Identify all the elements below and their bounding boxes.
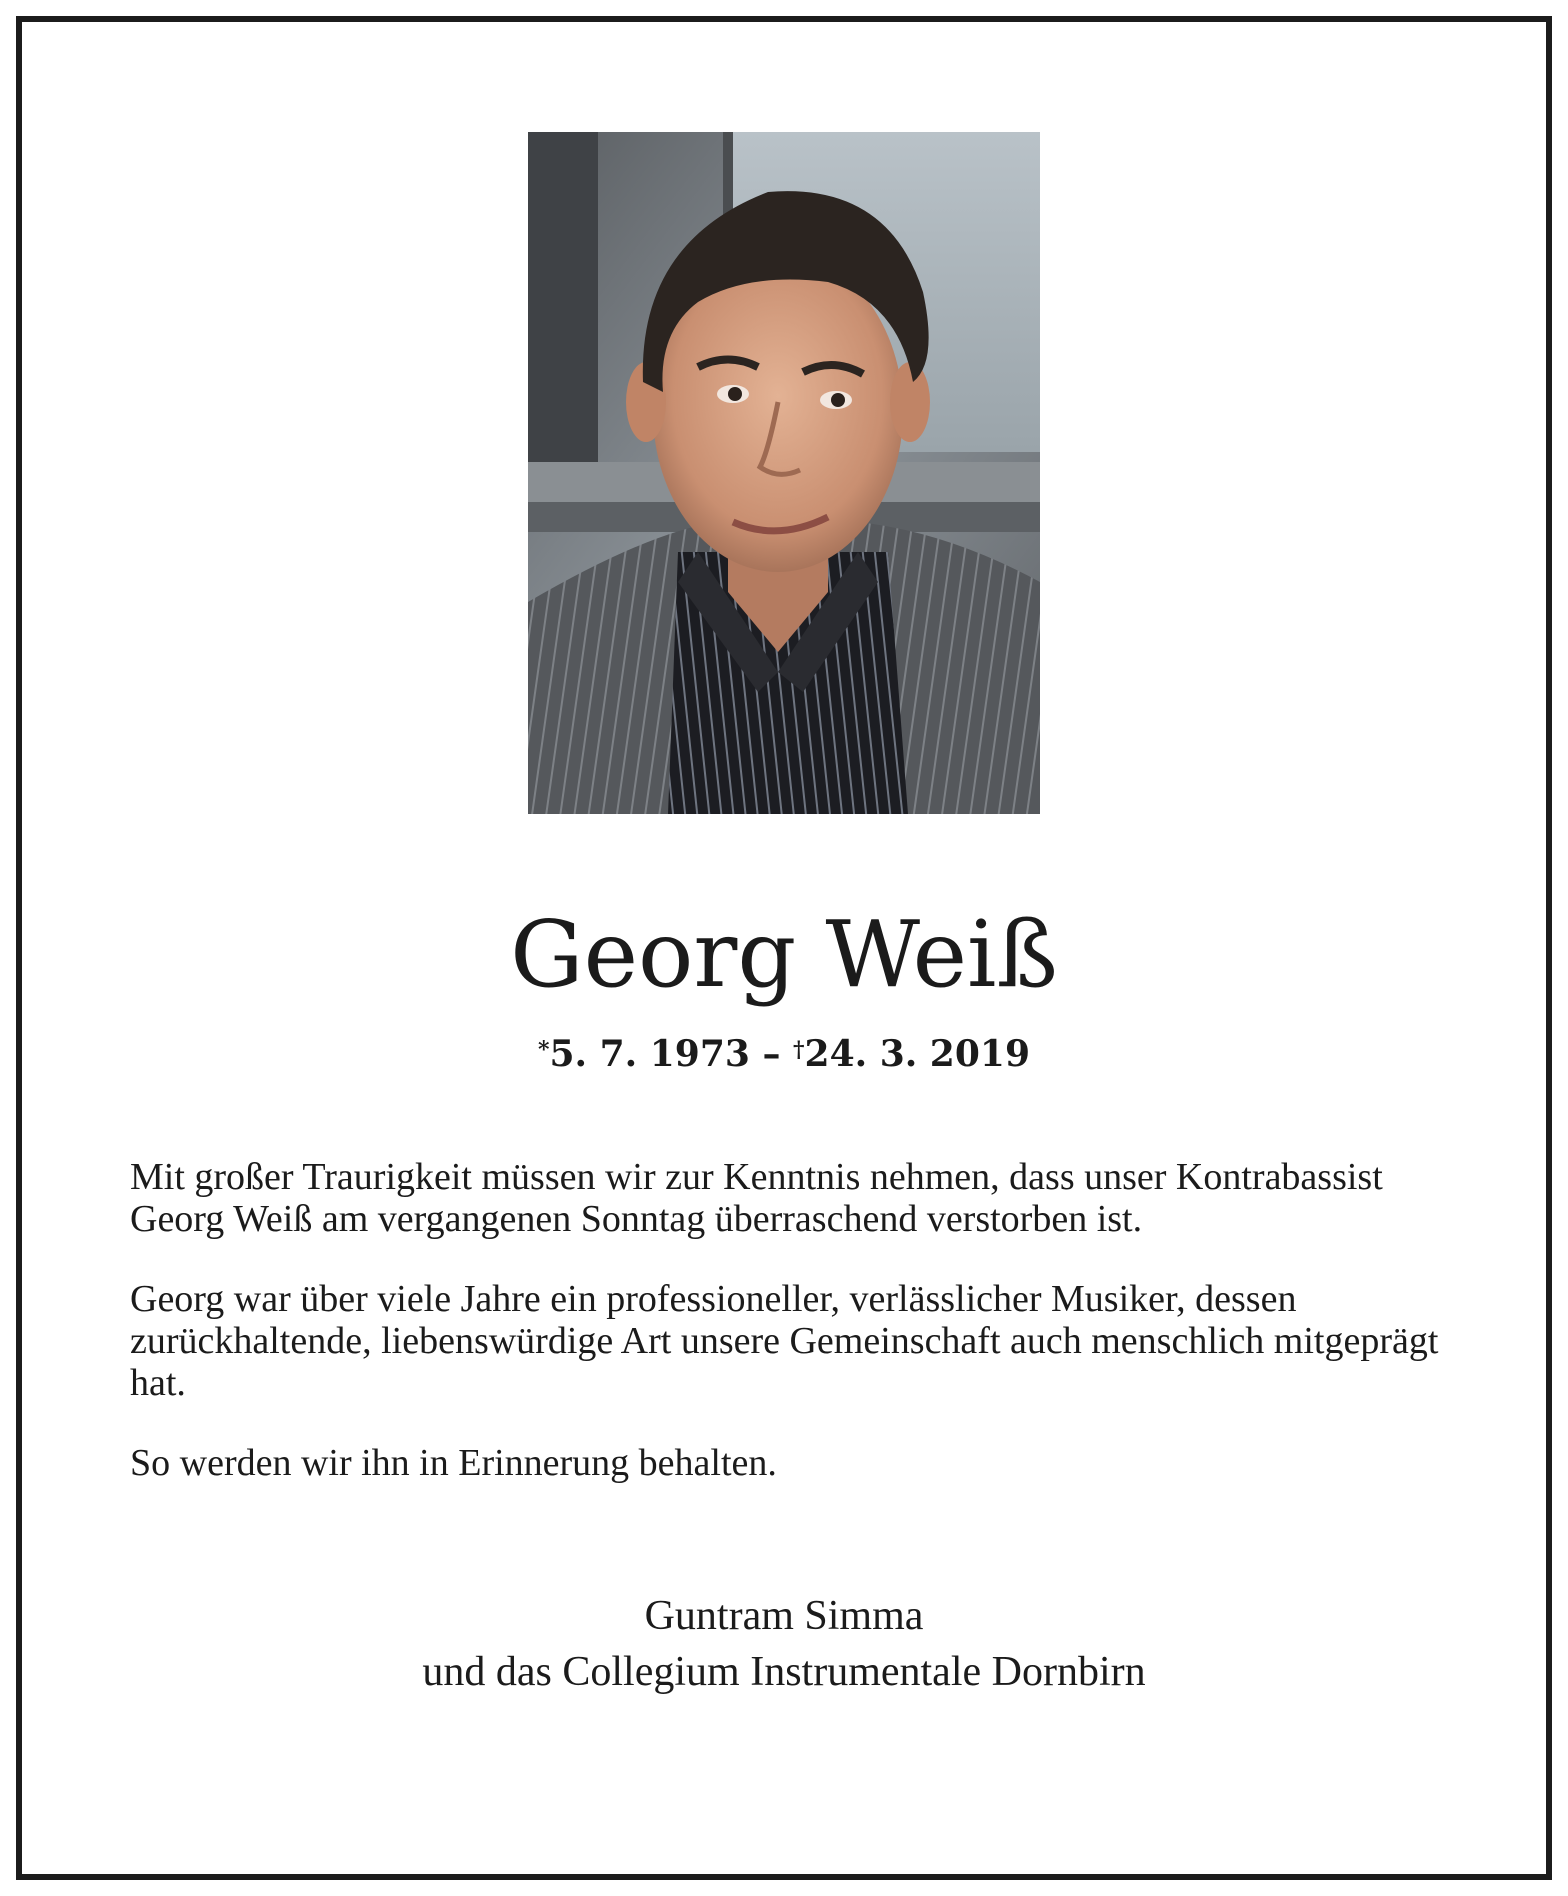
birth-date: 5. 7. 1973 bbox=[549, 1033, 750, 1075]
paragraph-closing: So werden wir ihn in Erinnerung behalten. bbox=[130, 1442, 777, 1484]
signature-name: Guntram Simma bbox=[644, 1593, 924, 1639]
paragraph-announcement: Mit großer Traurigkeit müssen wir zur Kenntnis nehmen, dass unser Kontrabassist Georg Weiß am vergangenen Sonntag überraschend verstorben ist. bbox=[130, 1156, 1383, 1240]
death-symbol: † bbox=[793, 1037, 805, 1063]
death-date: 24. 3. 2019 bbox=[804, 1033, 1031, 1075]
portrait-photo bbox=[528, 132, 1040, 814]
portrait-illustration bbox=[528, 132, 1040, 814]
obituary-text bbox=[130, 1156, 1450, 1522]
birth-symbol: * bbox=[537, 1037, 550, 1063]
signature bbox=[0, 1588, 1568, 1700]
signature-organization: und das Collegium Instrumentale Dornbirn bbox=[422, 1649, 1146, 1695]
life-dates bbox=[0, 1030, 1568, 1078]
deceased-name: Georg Weiß bbox=[510, 901, 1058, 1008]
date-separator: – bbox=[749, 1033, 794, 1075]
paragraph-tribute: Georg war über viele Jahre ein professioneller, verlässlicher Musiker, dessen zurückhaltende, liebenswürdige Art unsere Gemeinschaft auch menschlich mitgeprägt hat. bbox=[130, 1278, 1439, 1404]
